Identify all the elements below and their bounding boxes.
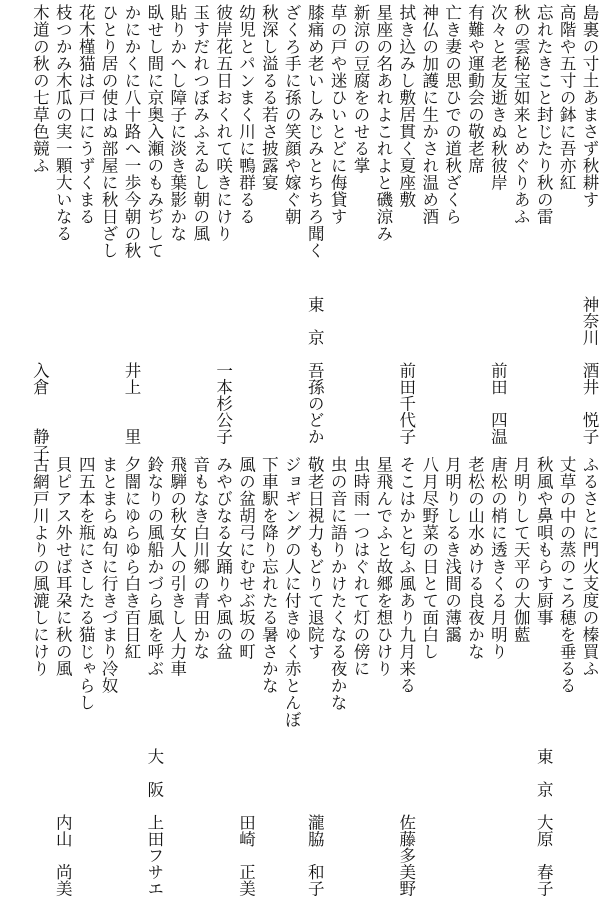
poet-name: 佐藤多美野	[396, 814, 416, 897]
haiku-text: 星座の名あれよこれよと磯涼み	[373, 4, 393, 242]
haiku-column	[395, 4, 417, 445]
haiku-text: 枝つかみ木瓜の実一顆大いなる	[53, 4, 73, 242]
poet-name: 一本杉公子	[213, 362, 233, 445]
haiku-text: 月明りして天平の大伽藍	[511, 456, 531, 643]
haiku-text: 膝痛め老いしみじみとちちろ聞く	[305, 4, 325, 259]
poet-place: 大 阪	[144, 748, 164, 798]
haiku-column	[166, 4, 188, 434]
haiku-text: 敬老日視力もどりて退院す	[305, 456, 325, 660]
haiku-text: 風の盆胡弓にむせぶ坂の町	[236, 456, 256, 660]
haiku-column	[120, 4, 142, 445]
haiku-text: 唐松の梢に透きくる月明り	[488, 456, 508, 660]
haiku-text: 丈草の中の蒸のころ穂を垂るる	[557, 456, 577, 694]
haiku-column	[143, 456, 165, 897]
haiku-text: 草の戸や迷ひいとどに侮貸す	[328, 4, 348, 225]
poet-place: 神奈川	[580, 296, 599, 346]
haiku-column	[303, 4, 325, 445]
haiku-column	[418, 4, 440, 434]
haiku-text: 拭き込みし敷居貫く夏座敷	[396, 4, 416, 208]
haiku-text: 星飛んでふと故郷を想ひけり	[373, 456, 393, 677]
poet-place: 東 京	[305, 296, 325, 346]
haiku-column	[555, 4, 577, 434]
haiku-column	[189, 4, 211, 434]
haiku-column	[97, 456, 119, 886]
haiku-column	[486, 4, 508, 445]
haiku-text: 神仏の加護に生かされ温め酒	[419, 4, 439, 225]
haiku-column	[257, 456, 279, 886]
poet-name: 瀧脇 和子	[305, 814, 325, 897]
haiku-column	[212, 456, 234, 886]
haiku-column	[51, 456, 73, 897]
haiku-text: 古網戸川よりの風漉しにけり	[30, 456, 50, 677]
poet-name: 前田 四温	[488, 362, 508, 445]
haiku-column	[441, 4, 463, 434]
haiku-text: 島裏の寸土あまさず秋耕す	[580, 4, 599, 208]
haiku-text: 秋深し溢るる若さ披露宴	[259, 4, 279, 191]
haiku-text: みやびなる女踊りや風の盆	[213, 456, 233, 660]
haiku-column	[578, 4, 600, 445]
haiku-text: 四五本を瓶にさしたる猫じゃらし	[76, 456, 96, 711]
haiku-text: 有難や運動会の敬老席	[465, 4, 485, 174]
haiku-text: 秋風や鼻唄もらす厨事	[534, 456, 554, 626]
haiku-column	[280, 456, 302, 886]
haiku-column	[578, 456, 600, 886]
haiku-column	[555, 456, 577, 886]
haiku-text: 木道の秋の七草色競ふ	[30, 4, 50, 174]
poet-name: 田崎 正美	[236, 814, 256, 897]
poet-name: 内山 尚美	[53, 814, 73, 897]
haiku-text: 高階や五寸の鉢に吾亦紅	[557, 4, 577, 191]
haiku-column	[395, 456, 417, 897]
haiku-column	[51, 4, 73, 434]
haiku-column	[509, 4, 531, 434]
bottom-haiku-block	[0, 456, 600, 897]
haiku-column	[464, 4, 486, 434]
haiku-column	[212, 4, 234, 445]
haiku-text: 虫時雨一つはぐれて灯の傍に	[351, 456, 370, 677]
haiku-text: 貼りかへし障子に淡き葉影かな	[167, 4, 187, 242]
haiku-text: 飛騨の秋女人の引きし人力車	[167, 456, 187, 677]
haiku-text: 新涼の豆腐をのせる掌	[351, 4, 370, 174]
haiku-text: 音もなき白川郷の青田かな	[190, 456, 210, 660]
haiku-text: ジョギングの人に付きゆく赤とんぼ	[282, 456, 302, 728]
haiku-column	[326, 456, 348, 886]
haiku-column	[166, 456, 188, 886]
haiku-text: 老松の山水めける良夜かな	[465, 456, 485, 660]
haiku-column	[486, 456, 508, 886]
haiku-column	[349, 4, 371, 434]
haiku-column	[280, 4, 302, 434]
haiku-column	[349, 456, 371, 886]
haiku-column	[372, 456, 394, 886]
haiku-text: かにかくに八十路へ一歩今朝の秋	[122, 4, 141, 259]
haiku-column	[532, 4, 554, 434]
poet-name: 前田千代子	[396, 362, 416, 445]
haiku-text: ふるさとに門火支度の榛買ふ	[580, 456, 599, 677]
haiku-column	[509, 456, 531, 886]
haiku-text: 忘れたきこと封じたり秋の雷	[534, 4, 554, 225]
haiku-column	[120, 456, 142, 886]
poet-name: 酒井 悦子	[580, 362, 599, 445]
poet-name: 井上 里	[122, 362, 141, 445]
haiku-column	[235, 4, 257, 434]
haiku-column	[464, 456, 486, 886]
poet-name: 大原 春子	[534, 814, 554, 897]
haiku-text: 彼岸花五日おくれて咲きにけり	[213, 4, 233, 242]
haiku-text: 幼児とパンまく川に鴨群るる	[236, 4, 256, 225]
poet-name: 上田フサエ	[144, 814, 164, 897]
haiku-column	[235, 456, 257, 897]
haiku-column	[74, 456, 96, 886]
haiku-text: ざくろ手に孫の笑顔や嫁ぐ朝	[282, 4, 302, 225]
haiku-text: 亡き妻の思ひでの道秋ざくら	[442, 4, 462, 225]
haiku-text: 秋の雲秘宝如来とめぐりあふ	[511, 4, 531, 225]
haiku-column	[97, 4, 119, 434]
haiku-column	[74, 4, 96, 434]
poet-name: 吾孫のどか	[305, 362, 325, 445]
haiku-text: 鈴なりの風船かづら風を呼ぶ	[144, 456, 164, 677]
haiku-column	[532, 456, 554, 897]
haiku-text: 臥せし間に京奥入瀬のもみぢして	[144, 4, 164, 259]
haiku-text: 貝ピアス外せば耳朶に秋の風	[53, 456, 73, 677]
haiku-text: 下車駅を降り忘れたる暑さかな	[259, 456, 279, 694]
haiku-column	[143, 4, 165, 434]
haiku-column	[418, 456, 440, 886]
haiku-column	[441, 456, 463, 886]
haiku-column	[189, 456, 211, 886]
haiku-column	[303, 456, 325, 897]
haiku-column	[372, 4, 394, 434]
haiku-text: 月明りしるき浅間の薄靄	[442, 456, 462, 643]
poet-name: 入倉 静子	[30, 362, 50, 461]
haiku-column	[257, 4, 279, 434]
haiku-text: 花木槿猫は戸口にうずくまる	[76, 4, 96, 225]
haiku-text: 玉すだれつぼみふえゐし朝の風	[190, 4, 210, 242]
haiku-text: 八月尽野菜の日とて面白し	[419, 456, 439, 660]
poet-place: 東 京	[534, 748, 554, 798]
haiku-text: 夕闇にゆらゆら白き百日紅	[122, 456, 141, 660]
top-haiku-block	[0, 4, 600, 461]
haiku-text: そこはかと匂ふ風あり九月来る	[396, 456, 416, 694]
haiku-column	[326, 4, 348, 434]
haiku-text: まとまらぬ句に行きづまり冷奴	[99, 456, 119, 694]
haiku-text: 虫の音に語りかけたくなる夜かな	[328, 456, 348, 711]
haiku-text: 次々と老友逝きぬ秋彼岸	[488, 4, 508, 191]
haiku-column	[28, 4, 50, 461]
haiku-column	[28, 456, 50, 886]
haiku-text: ひとり居の使はぬ部屋に秋日ざし	[99, 4, 119, 259]
